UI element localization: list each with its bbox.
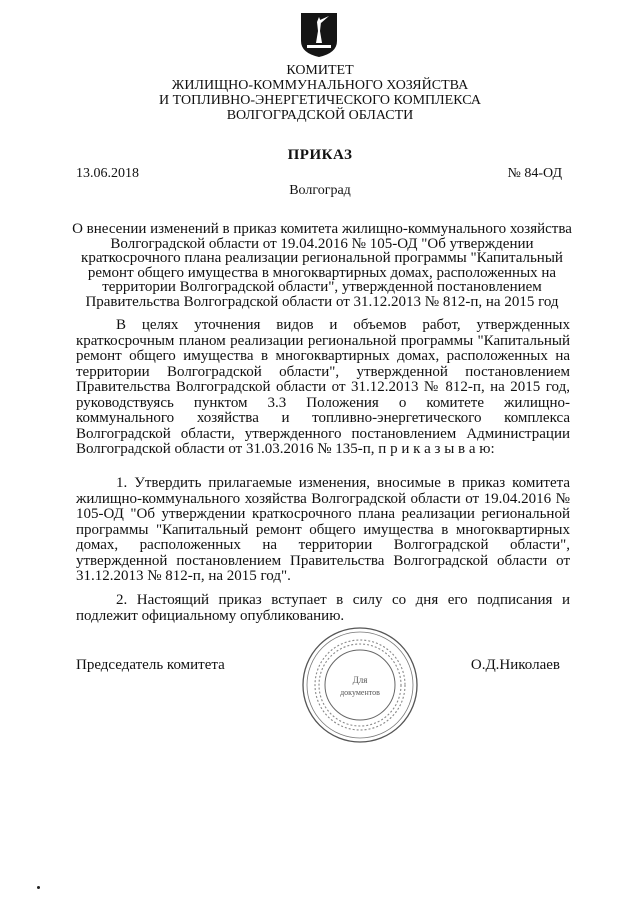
committee-line: И ТОПЛИВНО-ЭНЕРГЕТИЧЕСКОГО КОМПЛЕКСА — [159, 93, 481, 108]
committee-line: КОМИТЕТ — [286, 63, 354, 78]
official-stamp — [300, 625, 420, 745]
order-number: № 84-ОД — [507, 166, 562, 181]
order-item-2: 2. Настоящий приказ вступает в силу со дня его подписания и подлежит официальному опубликованию. — [76, 592, 570, 624]
signatory-name: О.Д.Николаев — [470, 657, 560, 673]
order-city: Волгоград — [289, 183, 351, 198]
order-item-1: 1. Утвердить прилагаемые изменения, вносимые в приказ комитета жилищно-коммунального хозяйства Волгоградской области от 19.04.2016 № 105-ОД "Об утверждении краткосрочного плана реализации региональной программы "Капитальный ремонт общего имущества в многоквартирных домах, расположенных на территории Волгоградской области", утвержденной постановлением Правительства Волгоградской области от 31.12.2013 № 812-п, на 2015 год". — [76, 475, 570, 584]
scan-speck — [37, 886, 40, 889]
signatory-role: Председатель комитета — [76, 657, 225, 673]
preamble-paragraph: В целях уточнения видов и объемов работ, утвержденных краткосрочным планом реализации региональной программы "Капитальный ремонт общего имущества в многоквартирных домах, расположенных на территории Волгоградской области", утвержденной постановлением Правительства Волгоградской области от 31.12.2013 № 812-п, на 2015 год, руководствуясь пунктом 3.3 Положения о комитете жилищно-коммунального хозяйства и топливно-энергетического комплекса Волгоградской области, утвержденного постановлением Администрации Волгоградской области от 31.03.2016 № 135-п, п р и к а з ы в а ю: — [76, 317, 570, 457]
committee-line: ВОЛГОГРАДСКОЙ ОБЛАСТИ — [226, 108, 414, 123]
committee-name — [0, 63, 640, 123]
coat-of-arms-emblem — [299, 11, 339, 58]
stamp-text-1: Для — [352, 675, 368, 685]
committee-line: ЖИЛИЩНО-КОММУНАЛЬНОГО ХОЗЯЙСТВА — [171, 78, 469, 93]
order-date: 13.06.2018 — [76, 166, 139, 181]
document-type-title: ПРИКАЗ — [287, 147, 353, 163]
order-subject: О внесении изменений в приказ комитета жилищно-коммунального хозяйства Волгоградской области от 19.04.2016 № 105-ОД "Об утверждении краткосрочного плана реализации региональной программы "Капитальный ремонт общего имущества в многоквартирных домах, расположенных на территории Волгоградской области", утвержденной постановлением Правительства Волгоградской области от 31.12.2013 № 812-п, на 2015 год — [72, 221, 572, 310]
stamp-text-2: документов — [340, 688, 380, 697]
